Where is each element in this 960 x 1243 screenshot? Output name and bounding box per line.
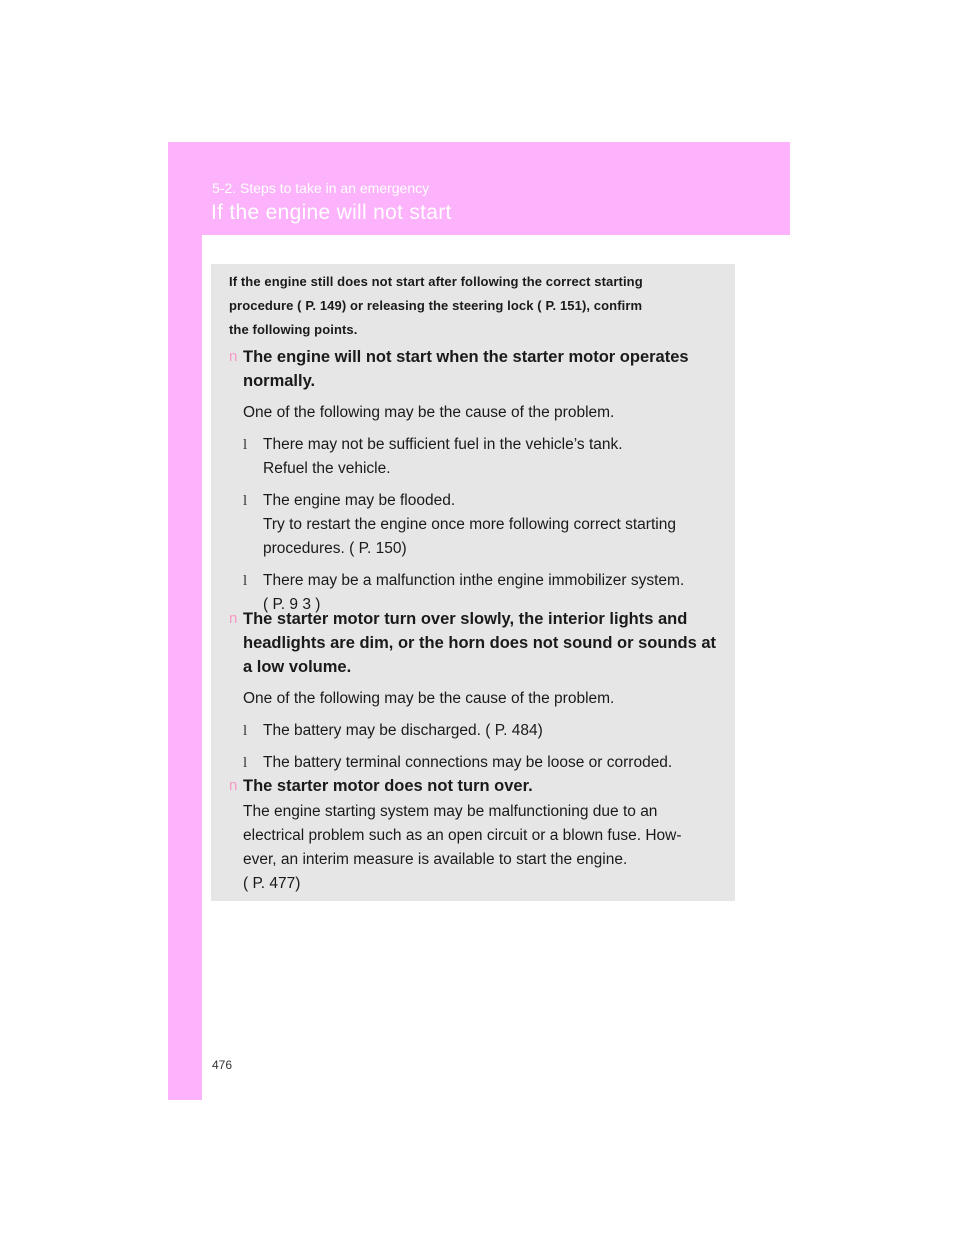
- item-line: There may not be sufficient fuel in the vehicle’s tank.: [263, 436, 623, 453]
- heading-line: headlights are dim, or the horn does not sound or sounds at: [243, 634, 717, 652]
- item-line: The engine may be flooded.: [263, 492, 456, 509]
- description-line: ever, an interim measure is available to start the engine.: [243, 851, 628, 868]
- page-number: 476: [212, 1058, 233, 1072]
- intro-text: [229, 270, 729, 342]
- item-line: procedures. ( P. 150): [263, 540, 407, 557]
- section-description: [229, 800, 729, 896]
- list-item: [229, 751, 729, 775]
- item-bullet-icon: l: [243, 723, 248, 739]
- section-heading: [229, 607, 729, 679]
- list-item: [229, 719, 729, 743]
- section-bullet-icon: n: [229, 348, 238, 365]
- description-line: electrical problem such as an open circuit or a blown fuse. How-: [243, 827, 682, 844]
- page-title: If the engine will not start: [211, 201, 452, 224]
- item-line: There may be a malfunction inthe engine immobilizer system.: [263, 572, 685, 589]
- section-starter-no-turn: [229, 774, 729, 896]
- item-line: Refuel the vehicle.: [263, 460, 391, 477]
- section-heading: [229, 774, 729, 798]
- item-line: ( P. 9 3 ): [263, 596, 321, 613]
- section-label: 5-2. Steps to take in an emergency: [212, 180, 430, 196]
- heading-line: a low volume.: [243, 658, 352, 676]
- item-bullet-icon: l: [243, 437, 248, 453]
- heading-line: The starter motor does not turn over.: [243, 777, 533, 795]
- heading-line: The starter motor turn over slowly, the interior lights and: [243, 610, 688, 628]
- section-description: [229, 401, 729, 425]
- section-description: [229, 687, 729, 711]
- heading-line: normally.: [243, 372, 316, 390]
- section-bullet-icon: n: [229, 777, 238, 794]
- intro-line: If the engine still does not start after following the correct starting: [229, 274, 643, 289]
- list-item: [229, 433, 729, 481]
- intro-line: procedure ( P. 149) or releasing the steering lock ( P. 151), confirm: [229, 298, 643, 313]
- side-strip: [168, 235, 202, 1100]
- item-line: The battery terminal connections may be loose or corroded.: [263, 754, 673, 771]
- list-item: [229, 489, 729, 561]
- description-line: The engine starting system may be malfunctioning due to an: [243, 803, 658, 820]
- heading-line: The engine will not start when the starter motor operates: [243, 348, 689, 366]
- section-bullet-icon: n: [229, 610, 238, 627]
- section-engine-no-start: [229, 345, 729, 617]
- section-heading: [229, 345, 729, 393]
- item-bullet-icon: l: [243, 493, 248, 509]
- item-bullet-icon: l: [243, 755, 248, 771]
- description-line: One of the following may be the cause of the problem.: [243, 404, 615, 421]
- item-line: The battery may be discharged. ( P. 484): [263, 722, 543, 739]
- description-line: One of the following may be the cause of the problem.: [243, 690, 615, 707]
- item-line: Try to restart the engine once more following correct starting: [263, 516, 676, 533]
- description-line: ( P. 477): [243, 875, 301, 892]
- intro-line: the following points.: [229, 322, 358, 337]
- section-starter-slow: [229, 607, 729, 775]
- item-bullet-icon: l: [243, 573, 248, 589]
